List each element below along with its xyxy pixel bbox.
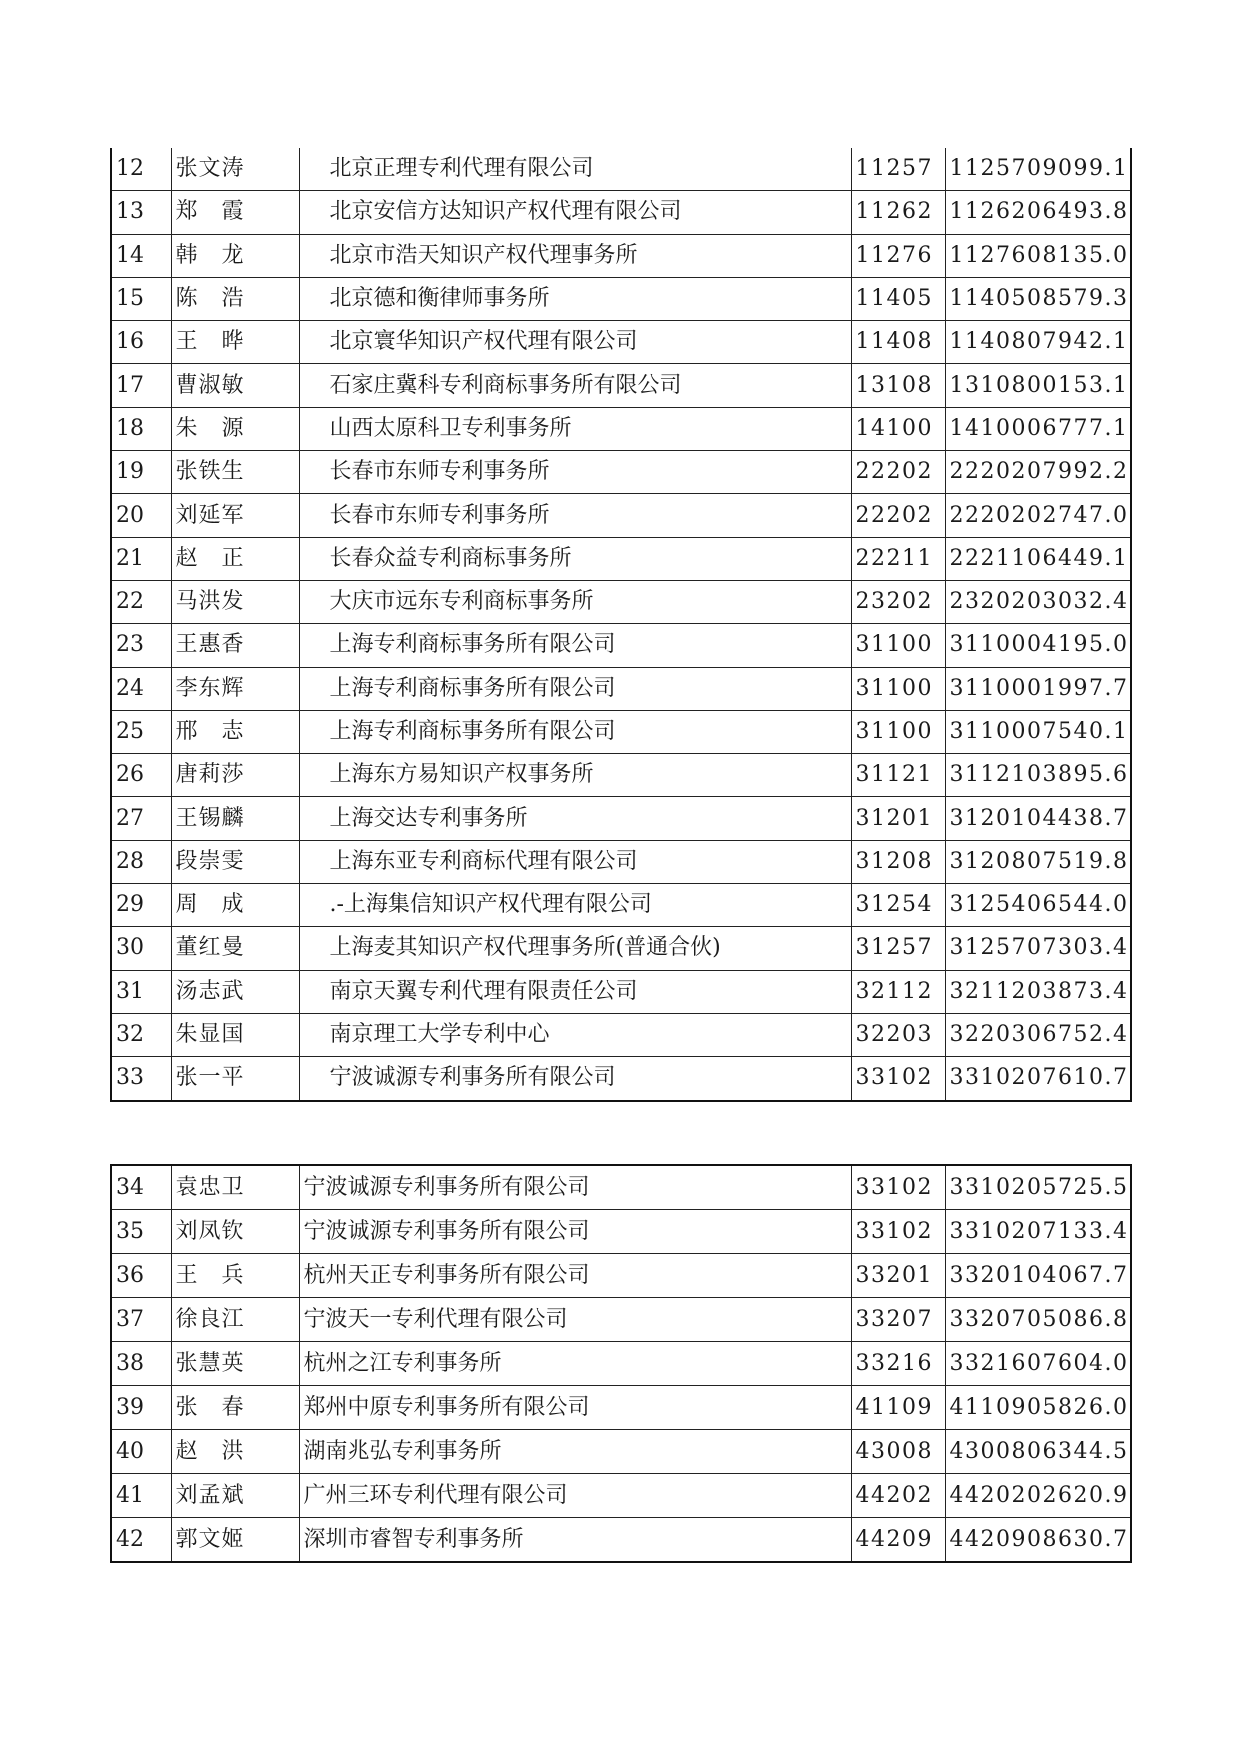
- agency-code-cell: 14100: [851, 407, 945, 450]
- row-number-cell: 39: [111, 1386, 171, 1430]
- agent-name-cell: 赵 正: [171, 537, 299, 580]
- agency-name-cell: 上海专利商标事务所有限公司: [299, 710, 851, 753]
- table-row: [111, 148, 1131, 191]
- row-number-cell: 35: [111, 1210, 171, 1254]
- agency-code-cell: 33207: [851, 1298, 945, 1342]
- table-row: [111, 1013, 1131, 1056]
- row-number-cell: 19: [111, 451, 171, 494]
- agency-code-cell: 22211: [851, 537, 945, 580]
- agency-code-cell: 31100: [851, 624, 945, 667]
- agency-code-cell: 11257: [851, 148, 945, 191]
- table-row: [111, 754, 1131, 797]
- table-row: [111, 407, 1131, 450]
- row-number-cell: 30: [111, 927, 171, 970]
- agent-name-cell: 王 兵: [171, 1254, 299, 1298]
- agent-table-1-body: [111, 148, 1131, 1101]
- certificate-number-cell: 2220202747.0: [945, 494, 1131, 537]
- certificate-number-cell: 3112103895.6: [945, 754, 1131, 797]
- agency-code-cell: 31201: [851, 797, 945, 840]
- row-number-cell: 36: [111, 1254, 171, 1298]
- agency-name-cell: 深圳市睿智专利事务所: [299, 1518, 851, 1563]
- row-number-cell: 28: [111, 840, 171, 883]
- agency-code-cell: 44202: [851, 1474, 945, 1518]
- agency-name-cell: 北京德和衡律师事务所: [299, 277, 851, 320]
- table-row: [111, 364, 1131, 407]
- agency-code-cell: 22202: [851, 494, 945, 537]
- agency-code-cell: 11405: [851, 277, 945, 320]
- agency-name-cell: 广州三环专利代理有限公司: [299, 1474, 851, 1518]
- agency-name-cell: 上海麦其知识产权代理事务所(普通合伙): [299, 927, 851, 970]
- agency-code-cell: 33102: [851, 1210, 945, 1254]
- row-number-cell: 23: [111, 624, 171, 667]
- table-row: [111, 1057, 1131, 1101]
- row-number-cell: 29: [111, 884, 171, 927]
- row-number-cell: 17: [111, 364, 171, 407]
- table-row: [111, 1386, 1131, 1430]
- row-number-cell: 15: [111, 277, 171, 320]
- certificate-number-cell: 1410006777.1: [945, 407, 1131, 450]
- certificate-number-cell: 4300806344.5: [945, 1430, 1131, 1474]
- agent-name-cell: 汤志武: [171, 970, 299, 1013]
- table-row: [111, 1254, 1131, 1298]
- certificate-number-cell: 3120104438.7: [945, 797, 1131, 840]
- agency-name-cell: 宁波诚源专利事务所有限公司: [299, 1210, 851, 1254]
- table-row: [111, 1165, 1131, 1210]
- agency-name-cell: 宁波天一专利代理有限公司: [299, 1298, 851, 1342]
- certificate-number-cell: 3110007540.1: [945, 710, 1131, 753]
- agent-name-cell: 陈 浩: [171, 277, 299, 320]
- agency-code-cell: 11408: [851, 321, 945, 364]
- table-row: [111, 580, 1131, 623]
- agent-name-cell: 袁忠卫: [171, 1165, 299, 1210]
- agent-name-cell: 李东辉: [171, 667, 299, 710]
- table-row: [111, 321, 1131, 364]
- certificate-number-cell: 2220207992.2: [945, 451, 1131, 494]
- agent-table-2-body: [111, 1165, 1131, 1562]
- row-number-cell: 18: [111, 407, 171, 450]
- certificate-number-cell: 3220306752.4: [945, 1013, 1131, 1056]
- certificate-number-cell: 3310207610.7: [945, 1057, 1131, 1101]
- agent-name-cell: 董红曼: [171, 927, 299, 970]
- agency-code-cell: 33102: [851, 1165, 945, 1210]
- agency-name-cell: 杭州天正专利事务所有限公司: [299, 1254, 851, 1298]
- agent-table-2: [110, 1164, 1132, 1563]
- agency-code-cell: 33216: [851, 1342, 945, 1386]
- row-number-cell: 13: [111, 191, 171, 234]
- agency-name-cell: 上海东方易知识产权事务所: [299, 754, 851, 797]
- agency-name-cell: 大庆市远东专利商标事务所: [299, 580, 851, 623]
- agency-name-cell: 上海东亚专利商标代理有限公司: [299, 840, 851, 883]
- agency-code-cell: 32203: [851, 1013, 945, 1056]
- row-number-cell: 34: [111, 1165, 171, 1210]
- table-row: [111, 234, 1131, 277]
- row-number-cell: 16: [111, 321, 171, 364]
- agency-code-cell: 31257: [851, 927, 945, 970]
- row-number-cell: 27: [111, 797, 171, 840]
- table-row: [111, 1518, 1131, 1563]
- row-number-cell: 42: [111, 1518, 171, 1563]
- agent-name-cell: 刘孟斌: [171, 1474, 299, 1518]
- agency-name-cell: 长春市东师专利事务所: [299, 494, 851, 537]
- table-row: [111, 710, 1131, 753]
- agency-name-cell: 上海专利商标事务所有限公司: [299, 667, 851, 710]
- agency-name-cell: 北京安信方达知识产权代理有限公司: [299, 191, 851, 234]
- certificate-number-cell: 2320203032.4: [945, 580, 1131, 623]
- row-number-cell: 22: [111, 580, 171, 623]
- table-row: [111, 884, 1131, 927]
- agency-name-cell: 北京寰华知识产权代理有限公司: [299, 321, 851, 364]
- certificate-number-cell: 1126206493.8: [945, 191, 1131, 234]
- agent-name-cell: 邢 志: [171, 710, 299, 753]
- agency-name-cell: 郑州中原专利事务所有限公司: [299, 1386, 851, 1430]
- agent-name-cell: 刘凤钦: [171, 1210, 299, 1254]
- agency-code-cell: 31254: [851, 884, 945, 927]
- certificate-number-cell: 3310205725.5: [945, 1165, 1131, 1210]
- agent-name-cell: 张铁生: [171, 451, 299, 494]
- agent-name-cell: 朱显国: [171, 1013, 299, 1056]
- certificate-number-cell: 3120807519.8: [945, 840, 1131, 883]
- certificate-number-cell: 2221106449.1: [945, 537, 1131, 580]
- agent-name-cell: 朱 源: [171, 407, 299, 450]
- table-row: [111, 1210, 1131, 1254]
- agency-code-cell: 22202: [851, 451, 945, 494]
- agency-name-cell: 石家庄冀科专利商标事务所有限公司: [299, 364, 851, 407]
- agent-name-cell: 张文涛: [171, 148, 299, 191]
- table-row: [111, 1342, 1131, 1386]
- agency-code-cell: 31208: [851, 840, 945, 883]
- agency-name-cell: 长春市东师专利事务所: [299, 451, 851, 494]
- agent-name-cell: 张一平: [171, 1057, 299, 1101]
- agency-code-cell: 13108: [851, 364, 945, 407]
- row-number-cell: 40: [111, 1430, 171, 1474]
- row-number-cell: 38: [111, 1342, 171, 1386]
- agent-name-cell: 徐良江: [171, 1298, 299, 1342]
- table-row: [111, 1474, 1131, 1518]
- agency-name-cell: 宁波诚源专利事务所有限公司: [299, 1165, 851, 1210]
- agency-code-cell: 33201: [851, 1254, 945, 1298]
- agency-name-cell: 北京市浩天知识产权代理事务所: [299, 234, 851, 277]
- table-row: [111, 840, 1131, 883]
- certificate-number-cell: 1125709099.1: [945, 148, 1131, 191]
- agency-code-cell: 31100: [851, 710, 945, 753]
- certificate-number-cell: 3320104067.7: [945, 1254, 1131, 1298]
- certificate-number-cell: 4420908630.7: [945, 1518, 1131, 1563]
- agent-table-1: [110, 148, 1132, 1102]
- agent-name-cell: 曹淑敏: [171, 364, 299, 407]
- agency-name-cell: 南京理工大学专利中心: [299, 1013, 851, 1056]
- agency-code-cell: 23202: [851, 580, 945, 623]
- row-number-cell: 41: [111, 1474, 171, 1518]
- agency-code-cell: 33102: [851, 1057, 945, 1101]
- row-number-cell: 26: [111, 754, 171, 797]
- row-number-cell: 25: [111, 710, 171, 753]
- agency-code-cell: 44209: [851, 1518, 945, 1563]
- row-number-cell: 24: [111, 667, 171, 710]
- certificate-number-cell: 3320705086.8: [945, 1298, 1131, 1342]
- agency-name-cell: 上海交达专利事务所: [299, 797, 851, 840]
- certificate-number-cell: 3321607604.0: [945, 1342, 1131, 1386]
- certificate-number-cell: 3211203873.4: [945, 970, 1131, 1013]
- agent-name-cell: 王锡麟: [171, 797, 299, 840]
- certificate-number-cell: 1310800153.1: [945, 364, 1131, 407]
- row-number-cell: 31: [111, 970, 171, 1013]
- agency-name-cell: 上海专利商标事务所有限公司: [299, 624, 851, 667]
- agency-code-cell: 31100: [851, 667, 945, 710]
- agency-name-cell: 南京天翼专利代理有限责任公司: [299, 970, 851, 1013]
- certificate-number-cell: 4420202620.9: [945, 1474, 1131, 1518]
- row-number-cell: 33: [111, 1057, 171, 1101]
- certificate-number-cell: 1140508579.3: [945, 277, 1131, 320]
- table-row: [111, 927, 1131, 970]
- table-row: [111, 797, 1131, 840]
- agency-name-cell: 杭州之江专利事务所: [299, 1342, 851, 1386]
- certificate-number-cell: 3110001997.7: [945, 667, 1131, 710]
- agency-code-cell: 41109: [851, 1386, 945, 1430]
- agent-name-cell: 唐莉莎: [171, 754, 299, 797]
- certificate-number-cell: 3310207133.4: [945, 1210, 1131, 1254]
- row-number-cell: 20: [111, 494, 171, 537]
- agent-name-cell: 郑 霞: [171, 191, 299, 234]
- certificate-number-cell: 3125707303.4: [945, 927, 1131, 970]
- row-number-cell: 12: [111, 148, 171, 191]
- table-row: [111, 451, 1131, 494]
- agent-name-cell: 韩 龙: [171, 234, 299, 277]
- agency-code-cell: 32112: [851, 970, 945, 1013]
- agency-code-cell: 11262: [851, 191, 945, 234]
- agent-name-cell: 刘延军: [171, 494, 299, 537]
- agency-name-cell: 宁波诚源专利事务所有限公司: [299, 1057, 851, 1101]
- table-row: [111, 1298, 1131, 1342]
- row-number-cell: 37: [111, 1298, 171, 1342]
- agent-name-cell: 张慧英: [171, 1342, 299, 1386]
- agency-name-cell: 湖南兆弘专利事务所: [299, 1430, 851, 1474]
- row-number-cell: 21: [111, 537, 171, 580]
- certificate-number-cell: 4110905826.0: [945, 1386, 1131, 1430]
- table-row: [111, 667, 1131, 710]
- agency-name-cell: 长春众益专利商标事务所: [299, 537, 851, 580]
- certificate-number-cell: 1127608135.0: [945, 234, 1131, 277]
- agent-name-cell: 马洪发: [171, 580, 299, 623]
- agent-name-cell: 王 晔: [171, 321, 299, 364]
- row-number-cell: 32: [111, 1013, 171, 1056]
- agent-name-cell: 张 春: [171, 1386, 299, 1430]
- certificate-number-cell: 3125406544.0: [945, 884, 1131, 927]
- table-row: [111, 970, 1131, 1013]
- agency-name-cell: 北京正理专利代理有限公司: [299, 148, 851, 191]
- agent-name-cell: 郭文姬: [171, 1518, 299, 1563]
- table-row: [111, 277, 1131, 320]
- table-row: [111, 191, 1131, 234]
- certificate-number-cell: 3110004195.0: [945, 624, 1131, 667]
- agency-code-cell: 11276: [851, 234, 945, 277]
- agent-name-cell: 赵 洪: [171, 1430, 299, 1474]
- agency-name-cell: 山西太原科卫专利事务所: [299, 407, 851, 450]
- table-row: [111, 624, 1131, 667]
- table-row: [111, 1430, 1131, 1474]
- agency-name-cell: .-上海集信知识产权代理有限公司: [299, 884, 851, 927]
- agent-name-cell: 段崇雯: [171, 840, 299, 883]
- agency-code-cell: 31121: [851, 754, 945, 797]
- agency-code-cell: 43008: [851, 1430, 945, 1474]
- row-number-cell: 14: [111, 234, 171, 277]
- table-row: [111, 537, 1131, 580]
- table-row: [111, 494, 1131, 537]
- agent-name-cell: 周 成: [171, 884, 299, 927]
- agent-name-cell: 王惠香: [171, 624, 299, 667]
- certificate-number-cell: 1140807942.1: [945, 321, 1131, 364]
